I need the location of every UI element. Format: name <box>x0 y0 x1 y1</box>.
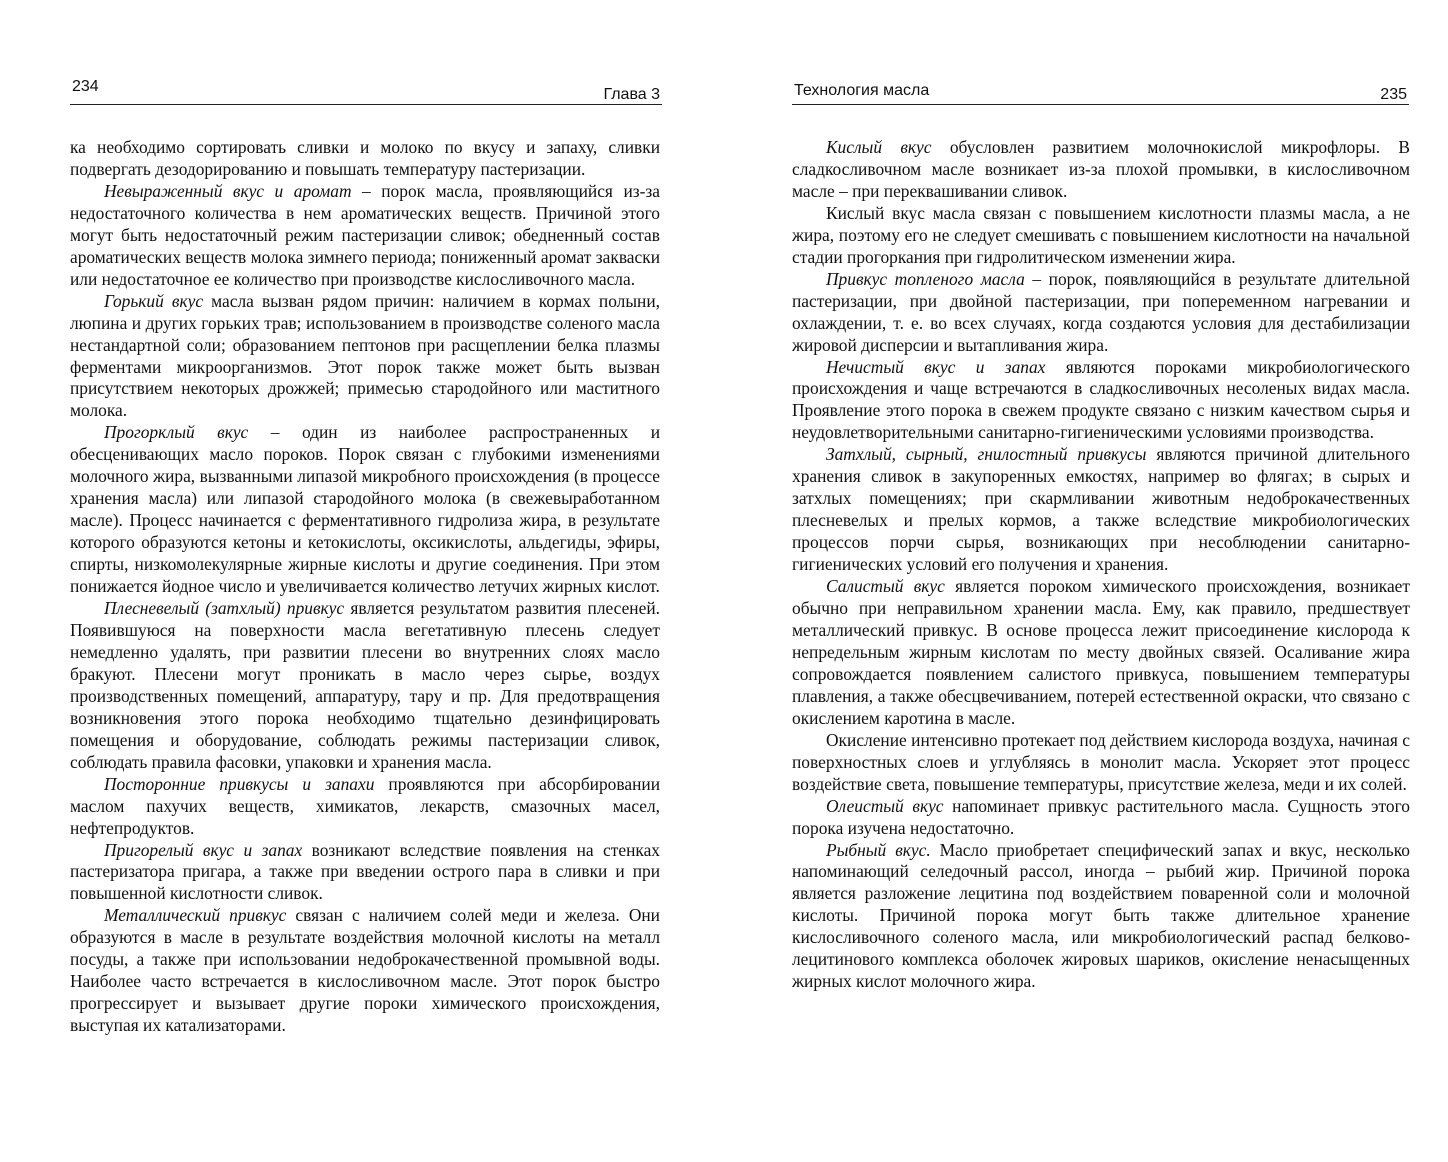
paragraph <box>792 357 1410 445</box>
paragraph-text: возникают вследствие появления на стенках пастеризатора пригара, а также при введении острого пара в сливки и при повышенной кислотности сливок. <box>70 839 660 904</box>
paragraph <box>70 291 660 423</box>
paragraph <box>70 137 660 181</box>
paragraph-text: ка необходимо сортировать сливки и молоко по вкусу и запаху, сливки подвергать дезодорированию и повышать температуру пастеризации. <box>70 137 660 179</box>
paragraph-text: – порок, появляющийся в результате длительной пастеризации, при двойной пастеризации, при попеременном нагревании и охлаждении, т. е. во всех случаях, когда создаются условия для дестабилизации жировой дисперсии и вытапливания жира. <box>792 268 1410 355</box>
paragraph <box>70 774 660 840</box>
term: Металлический привкус <box>104 905 287 926</box>
right-page <box>724 0 1448 1162</box>
paragraph <box>792 269 1410 357</box>
page-body <box>70 137 660 1037</box>
page-header <box>792 78 1409 105</box>
term: Посторонние привкусы и запахи <box>104 773 375 794</box>
page-number: 234 <box>72 78 99 95</box>
paragraph <box>792 796 1410 840</box>
paragraph-text: напоминает привкус растительного масла. Сущность этого порока изучена недостаточно. <box>792 795 1410 838</box>
running-header: Глава 3 <box>603 86 660 103</box>
page-header <box>70 78 662 105</box>
paragraph <box>70 840 660 906</box>
page-number: 235 <box>1380 86 1407 103</box>
paragraph <box>70 905 660 1037</box>
term: Кислый вкус <box>826 137 932 157</box>
paragraph <box>792 840 1410 994</box>
paragraph <box>792 137 1410 203</box>
paragraph <box>70 181 660 291</box>
term: Затхлый, сырный, гнилостный привкусы <box>826 444 1147 465</box>
page-body <box>792 137 1410 993</box>
paragraph-text: Окисление интенсивно протекает под действием кислорода воздуха, начиная с поверхностных слоев и углубляясь в монолит масла. Ускоряет этот процесс воздействие света, повышение температуры, присутствие железа, меди и их солей. <box>792 729 1410 794</box>
paragraph <box>792 444 1410 576</box>
paragraph-text: проявляются при абсорбировании маслом пахучих веществ, химикатов, лекарств, смазочных масел, нефтепродуктов. <box>70 773 660 838</box>
term: Горький вкус <box>104 290 204 311</box>
paragraph-text: обусловлен развитием молочнокислой микрофлоры. В сладкосливочном масле возникает из-за плохой промывки, в кислосливочном масле – при переквашивании сливок. <box>792 137 1410 201</box>
paragraph <box>792 730 1410 796</box>
paragraph-text: является пороком химического происхождения, возникает обычно при неправильном хранении масла. Ему, как правило, предшествует металлический привкус. В основе процесса лежит присоединение кислорода к непредельным жирным кислотам по месту двойных связей. Осаливание жира сопровождается появлением салистого привкуса, повышением температуры плавления, а также обесцвечиванием, потерей естественной окраски, что связано с окислением каротина в масле. <box>792 576 1410 728</box>
paragraph <box>792 576 1410 730</box>
term: Прогорклый вкус <box>104 422 249 443</box>
paragraph <box>792 203 1410 269</box>
term: Рыбный вкус. <box>826 839 931 860</box>
paragraph-text: являются пороками микробиологического происхождения и чаще встречаются в сладкосливочных несоленых видах масла. Проявление этого порока в свежем продукте связано с низким качеством сырья и неудовлетворительными санитарно-гигиеническими условиями производства. <box>792 356 1410 443</box>
term: Салистый вкус <box>826 576 945 597</box>
term: Олеистый вкус <box>826 795 944 816</box>
term: Нечистый вкус и запах <box>826 356 1046 377</box>
term: Плесневелый (затхлый) привкус <box>104 598 345 619</box>
paragraph-text: являются причиной длительного хранения сливок в закупоренных емкостях, например во флягах; в сырых и затхлых помещениях; при скармливании животным недоброкачественных плесневелых и прелых кормов, а также вследствие микробиологических процессов порчи сырья, возникающих при несоблюдении санитарно-гигиенических условий его получения и хранения. <box>792 444 1410 575</box>
term: Пригорелый вкус и запах <box>104 839 303 860</box>
paragraph-text: Кислый вкус масла связан с повышением кислотности плазмы масла, а не жира, поэтому его не следует смешивать с повышением кислотности на начальной стадии прогоркания при гидролитическом изменении жира. <box>792 202 1410 267</box>
term: Привкус топленого масла <box>826 268 1025 289</box>
paragraph-text: Масло приобретает специфический запах и вкус, несколько напоминающий селедочный рассол, иногда – рыбий жир. Причиной порока является разложение лецитина под воздействием поваренной соли и молочной кислоты. Причиной порока могут быть также длительное хранение кислосливочного соленого масла, или микробиологический распад белково-лецитинового комплекса оболочек жировых шариков, окисление ненасыщенных жирных кислот молочного жира. <box>792 839 1410 992</box>
paragraph-text: является результатом развития плесеней. Появившуюся на поверхности масла вегетативную плесень следует немедленно удалять, при развитии плесени во внутренних слоях масло бракуют. Плесени могут проникать в масло через сырье, воздух производственных помещений, аппаратуру, тару и пр. Для предотвращения возникновения этого порока необходимо тщательно дезинфицировать помещения и оборудование, соблюдать режимы пастеризации сливок, соблюдать правила фасовки, упаковки и хранения масла. <box>70 598 660 772</box>
paragraph-text: – один из наиболее распространенных и обесценивающих масло пороков. Порок связан с глубокими изменениями молочного жира, вызванными липазой микробного происхождения (в процессе хранения масла) или липазой стародойного молока (в свежевыработанном масле). Процесс начинается с ферментативного гидролиза жира, в результате которого образуются кетоны и кетокислоты, оксикислоты, альдегиды, эфиры, спирты, низкомолекулярные жирные кислоты и другие соединения. При этом понижается йодное число и увеличивается количество летучих жирных кислот. <box>70 422 660 597</box>
paragraph <box>70 598 660 774</box>
term: Невыраженный вкус и аромат <box>104 180 352 201</box>
paragraph-text: – порок масла, проявляющийся из-за недостаточного количества в нем ароматических веществ. Причиной этого могут быть недостаточный режим пастеризации сливок; обедненный состав ароматических веществ молока зимнего периода; пониженный аромат закваски или недостаточное ее количество при производстве кислосливочного масла. <box>70 180 660 289</box>
paragraph-text: масла вызван рядом причин: наличием в кормах полыни, люпина и других горьких трав; использованием в производстве соленого масла нестандартной соли; образованием пептонов при расщеплении белка плазмы ферментами микроорганизмов. Этот порок также может быть вызван присутствием некоторых дрожжей; примесью стародойного или маститного молока. <box>70 290 660 421</box>
running-header: Технология масла <box>794 82 930 99</box>
paragraph <box>70 422 660 598</box>
paragraph-text: связан с наличием солей меди и железа. Они образуются в масле в результате воздействия молочной кислоты на металл посуды, а также при использовании недоброкачественной промывной воды. Наиболее часто встречается в кислосливочном масле. Этот порок быстро прогрессирует и вызывает другие пороки химического происхождения, выступая их катализаторами. <box>70 905 660 1036</box>
